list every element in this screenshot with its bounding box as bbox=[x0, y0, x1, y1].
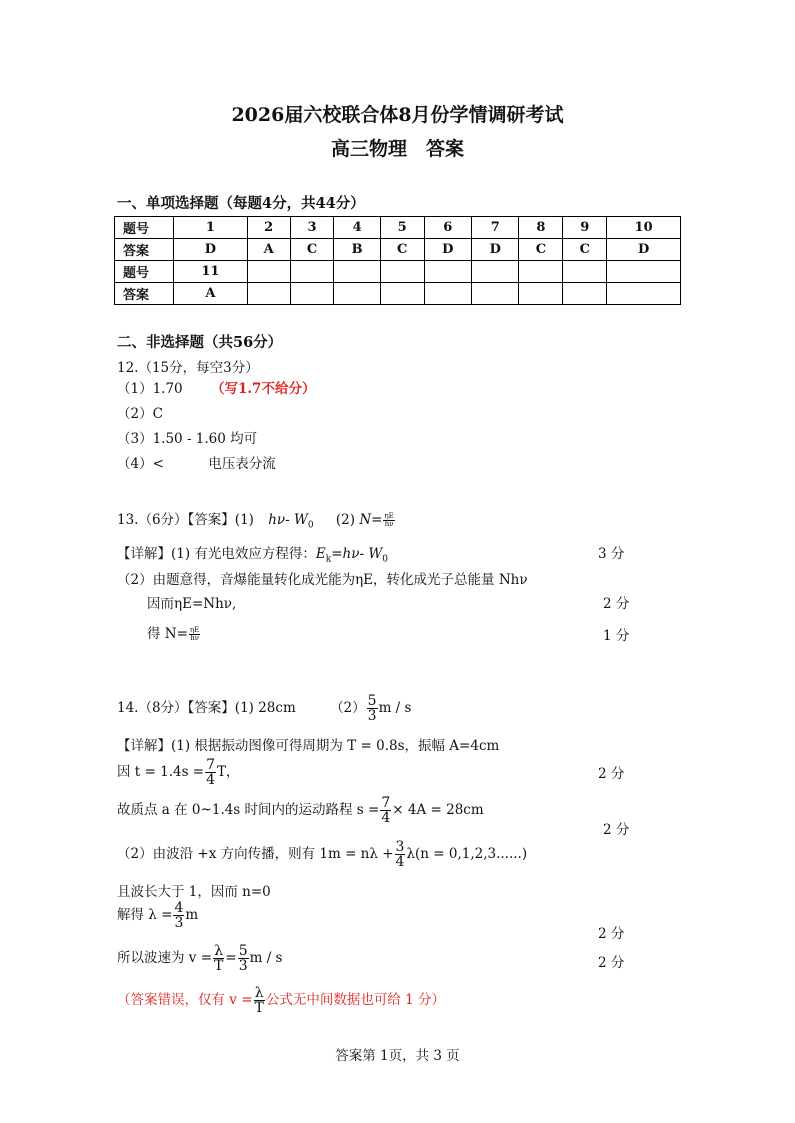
table-cell bbox=[472, 283, 519, 305]
q13-eq: E bbox=[315, 546, 326, 562]
q13-detail2: （2）由题意得，音爆能量转化成光能为ηE，转化成光子总能量 Nhν bbox=[117, 572, 528, 588]
q14-ans2-unit: m / s bbox=[378, 700, 412, 716]
table-cell bbox=[247, 261, 290, 283]
section1-heading: 一、单项选择题（每题4分，共44分） bbox=[117, 195, 365, 212]
table-cell: 6 bbox=[424, 217, 471, 239]
q14-d7-fraction2 bbox=[238, 944, 249, 973]
q14-head: 14.（8分）【答案】(1) 28cm bbox=[117, 700, 296, 716]
table-cell: 10 bbox=[607, 217, 681, 239]
q12-line3: （3）1.50 - 1.60 均可 bbox=[117, 431, 258, 447]
q13-detail3: 因而ηE=Nhν, bbox=[147, 596, 237, 612]
q14-d2-pre: 因 t = 1.4s = bbox=[117, 764, 205, 780]
answer-table bbox=[114, 216, 681, 305]
q14-d6-fraction bbox=[173, 901, 184, 930]
frac-den: 3 bbox=[367, 708, 377, 724]
table-cell bbox=[290, 283, 334, 305]
q14-note-fraction bbox=[254, 986, 265, 1015]
row-label: 答案 bbox=[115, 283, 174, 305]
q13-head: 13.（6分）【答案】(1) bbox=[117, 512, 254, 528]
frac-num: 5 bbox=[367, 693, 377, 709]
q13-detail4-points: 1 分 bbox=[603, 628, 630, 644]
frac-den: hν bbox=[384, 520, 394, 528]
frac-den: T bbox=[254, 1000, 264, 1016]
table-cell: A bbox=[174, 283, 248, 305]
q14-head-line bbox=[117, 694, 411, 723]
q13-detail4 bbox=[147, 622, 201, 642]
q14-detail5: 且波长大于 1，因而 n=0 bbox=[117, 884, 271, 900]
q14-d4-post: λ(n = 0,1,2,3......) bbox=[406, 846, 528, 862]
table-row bbox=[115, 239, 681, 261]
table-cell: C bbox=[519, 239, 563, 261]
q14-detail1: 【详解】(1) 根据振动图像可得周期为 T = 0.8s，振幅 A=4cm bbox=[117, 738, 500, 754]
q14-detail7 bbox=[117, 944, 282, 973]
frac-num: λ bbox=[214, 943, 224, 959]
q14-detail6-points: 2 分 bbox=[598, 926, 625, 942]
table-row bbox=[115, 283, 681, 305]
subscript: k bbox=[325, 554, 332, 565]
table-cell bbox=[519, 283, 563, 305]
table-cell: 3 bbox=[290, 217, 334, 239]
table-cell bbox=[607, 261, 681, 283]
q14-d7-fraction1 bbox=[213, 944, 224, 973]
q12-line2: （2）C bbox=[117, 406, 163, 422]
q13-detail1-points: 3 分 bbox=[598, 546, 625, 562]
q12-line1 bbox=[117, 377, 315, 397]
table-cell: C bbox=[563, 239, 607, 261]
q14-note-post: 公式无中间数据也可给 1 分） bbox=[265, 992, 446, 1008]
q14-note-pre: （答案错误，仅有 v = bbox=[117, 992, 253, 1008]
table-cell bbox=[519, 261, 563, 283]
q13-ans2-lhs: N= bbox=[359, 512, 383, 528]
table-cell bbox=[607, 283, 681, 305]
row-label: 题号 bbox=[115, 261, 174, 283]
q13-detail1-text: 【详解】(1) 有光电效应方程得： bbox=[117, 546, 316, 562]
frac-den: hν bbox=[190, 634, 199, 642]
table-cell bbox=[563, 283, 607, 305]
table-cell: 4 bbox=[334, 217, 380, 239]
page-title: 2026届六校联合体8月份学情调研考试 bbox=[231, 104, 564, 126]
q13-fraction bbox=[383, 513, 394, 528]
q14-d7-pre: 所以波速为 v = bbox=[117, 950, 213, 966]
frac-num: 7 bbox=[206, 757, 216, 773]
q12-answer4-text: 电压表分流 bbox=[208, 456, 276, 472]
section2-heading: 二、非选择题（共56分） bbox=[117, 334, 283, 351]
table-cell: D bbox=[424, 239, 471, 261]
frac-den: 4 bbox=[381, 810, 391, 826]
table-cell: 8 bbox=[519, 217, 563, 239]
frac-num: 4 bbox=[174, 900, 184, 916]
table-cell bbox=[380, 283, 424, 305]
table-row bbox=[115, 217, 681, 239]
q14-detail3 bbox=[117, 796, 484, 825]
table-cell: 2 bbox=[247, 217, 290, 239]
q14-ans2-label: （2） bbox=[330, 700, 366, 716]
q14-detail3-points: 2 分 bbox=[603, 822, 630, 838]
q14-d6-post: m bbox=[185, 907, 199, 923]
q12-answer4: （4）< bbox=[117, 456, 164, 472]
table-cell: 11 bbox=[174, 261, 248, 283]
q14-d3-fraction bbox=[380, 796, 391, 825]
q13-detail4-text: 得 N= bbox=[147, 626, 188, 642]
table-cell: 1 bbox=[174, 217, 248, 239]
frac-num: 7 bbox=[381, 795, 391, 811]
frac-num: 3 bbox=[395, 839, 405, 855]
q14-d4-pre: （2）由波沿 +x 方向传播，则有 1m = nλ + bbox=[117, 846, 394, 862]
q12-line4 bbox=[117, 452, 276, 472]
q13-ans1: hν- W bbox=[268, 512, 308, 528]
q14-d3-post: × 4A = 28cm bbox=[392, 802, 484, 818]
frac-num: 5 bbox=[238, 943, 248, 959]
table-cell: 7 bbox=[472, 217, 519, 239]
q13-detail3-points: 2 分 bbox=[603, 596, 630, 612]
table-cell bbox=[563, 261, 607, 283]
q14-d3-pre: 故质点 a 在 0~1.4s 时间内的运动路程 s = bbox=[117, 802, 380, 818]
subscript: 0 bbox=[307, 520, 314, 531]
q14-detail7-points: 2 分 bbox=[598, 955, 625, 971]
frac-den: 3 bbox=[174, 915, 184, 931]
q14-detail6 bbox=[117, 901, 198, 930]
table-cell: B bbox=[334, 239, 380, 261]
q13-eq-rest: =hν- W bbox=[331, 546, 383, 562]
q14-d4-fraction bbox=[395, 840, 406, 869]
q13-detail1 bbox=[117, 542, 388, 565]
q12-answer1: （1）1.70 bbox=[117, 381, 183, 397]
table-cell: D bbox=[607, 239, 681, 261]
row-label: 答案 bbox=[115, 239, 174, 261]
table-cell bbox=[290, 261, 334, 283]
q13-head-line bbox=[117, 508, 396, 531]
table-cell bbox=[424, 283, 471, 305]
frac-den: 3 bbox=[238, 958, 248, 974]
q12-note: （写1.7不给分） bbox=[210, 381, 316, 397]
page-footer: 答案第 1页，共 3 页 bbox=[335, 1048, 460, 1064]
table-cell bbox=[380, 261, 424, 283]
table-cell bbox=[472, 261, 519, 283]
frac-den: T bbox=[214, 958, 224, 974]
table-cell bbox=[334, 261, 380, 283]
q14-d6-pre: 解得 λ = bbox=[117, 907, 173, 923]
q13-ans2-label: (2) bbox=[335, 512, 356, 528]
table-row bbox=[115, 261, 681, 283]
table-cell: D bbox=[472, 239, 519, 261]
q14-detail2-points: 2 分 bbox=[598, 766, 625, 782]
table-cell bbox=[247, 283, 290, 305]
q14-detail4 bbox=[117, 840, 527, 869]
frac-num: λ bbox=[254, 985, 264, 1001]
q12-head: 12.（15分，每空3分） bbox=[117, 360, 259, 376]
page-subtitle: 高三物理 答案 bbox=[330, 138, 464, 160]
q13-fraction-2 bbox=[189, 627, 200, 642]
table-cell: A bbox=[247, 239, 290, 261]
frac-num: ηE bbox=[384, 512, 394, 520]
q14-detail2 bbox=[117, 758, 240, 787]
q14-d7-post: m / s bbox=[249, 950, 283, 966]
table-cell: D bbox=[174, 239, 248, 261]
table-cell bbox=[334, 283, 380, 305]
row-label: 题号 bbox=[115, 217, 174, 239]
table-cell: C bbox=[380, 239, 424, 261]
equals-sign: = bbox=[225, 950, 237, 966]
subscript: 0 bbox=[382, 554, 388, 565]
frac-num: ηE bbox=[189, 626, 200, 634]
table-cell bbox=[424, 261, 471, 283]
q14-d2-post: T， bbox=[217, 764, 240, 780]
table-cell: 9 bbox=[563, 217, 607, 239]
frac-den: 4 bbox=[395, 854, 405, 870]
table-cell: 5 bbox=[380, 217, 424, 239]
frac-den: 4 bbox=[206, 772, 216, 788]
table-cell: C bbox=[290, 239, 334, 261]
q14-note bbox=[117, 986, 445, 1015]
q14-d2-fraction bbox=[205, 758, 216, 787]
q14-fraction bbox=[367, 694, 378, 723]
